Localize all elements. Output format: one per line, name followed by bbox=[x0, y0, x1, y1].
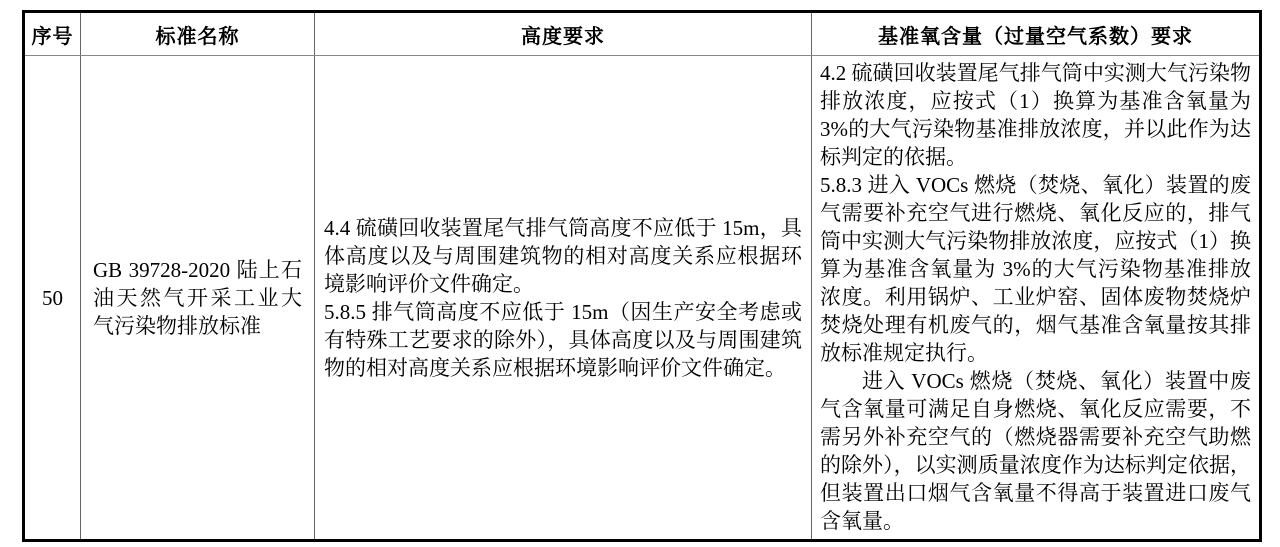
table-header-row bbox=[24, 12, 1261, 56]
cell-standard-name: GB 39728-2020 陆上石油天然气开采工业大气污染物排放标准 bbox=[81, 56, 315, 541]
cell-row-index: 50 bbox=[24, 56, 81, 541]
column-header-index: 序号 bbox=[24, 12, 81, 56]
column-header-standard-name: 标准名称 bbox=[81, 12, 315, 56]
oxygen-requirement-paragraph-1: 4.2 硫磺回收装置尾气排气筒中实测大气污染物排放浓度，应按式（1）换算为基准含氧量为 3%的大气污染物基准排放浓度，并以此作为达标判定的依据。 bbox=[820, 61, 1251, 169]
height-requirement-paragraph-1: 4.4 硫磺回收装置尾气排气筒高度不应低于 15m，具体高度以及与周围建筑物的相对高度关系应根据环境影响评价文件确定。 bbox=[324, 215, 802, 296]
cell-oxygen-requirement bbox=[812, 56, 1261, 541]
cell-height-requirement bbox=[315, 56, 812, 541]
column-header-oxygen-requirement: 基准氧含量（过量空气系数）要求 bbox=[812, 12, 1261, 56]
height-requirement-paragraph-2: 5.8.5 排气筒高度不应低于 15m（因生产安全考虑或有特殊工艺要求的除外），具体高度以及与周围建筑物的相对高度关系应根据环境影响评价文件确定。 bbox=[324, 299, 802, 380]
standards-table bbox=[22, 10, 1262, 542]
oxygen-requirement-paragraph-2: 5.8.3 进入 VOCs 燃烧（焚烧、氧化）装置的废气需要补充空气进行燃烧、氧化反应的，排气筒中实测大气污染物排放浓度，应按式（1）换算为基准含氧量为 3%的大气污染物基准排放浓度。利用锅炉、工业炉窑、固体废物焚烧炉焚烧处理有机废气的，烟气基准含氧量按其排放标准规定执行。 bbox=[820, 173, 1251, 365]
oxygen-requirement-paragraph-3: 进入 VOCs 燃烧（焚烧、氧化）装置中废气含氧量可满足自身燃烧、氧化反应需要，不需另外补充空气的（燃烧器需要补充空气助燃的除外），以实测质量浓度作为达标判定依据，但装置出口烟气含氧量不得高于装置进口废气含氧量。 bbox=[820, 369, 1251, 533]
column-header-height-requirement: 高度要求 bbox=[315, 12, 812, 56]
table-row bbox=[24, 56, 1261, 541]
